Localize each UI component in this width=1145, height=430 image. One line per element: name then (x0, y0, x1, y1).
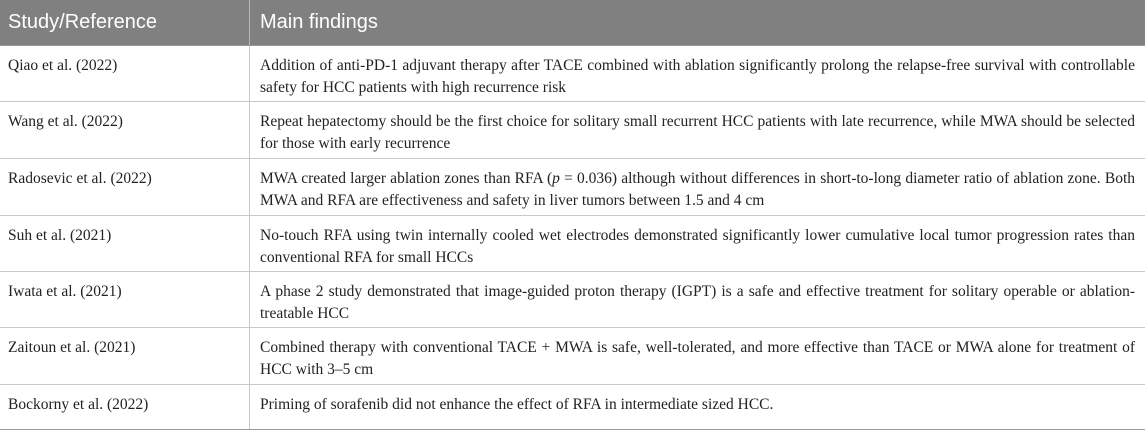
finding-cell: Combined therapy with conventional TACE + MWA is safe, well-tolerated, and more effective than TACE or MWA alone for treatment of HCC with 3–5 cm (260, 339, 1135, 378)
study-cell: Qiao et al. (2022) (0, 46, 250, 101)
finding-cell: A phase 2 study demonstrated that image-guided proton therapy (IGPT) is a safe and effective treatment for solitary operable or ablation-treatable HCC (260, 283, 1135, 322)
study-cell: Radosevic et al. (2022) (0, 159, 250, 215)
table-row (0, 46, 1145, 102)
finding-cell: Priming of sorafenib did not enhance the effect of RFA in intermediate sized HCC. (260, 396, 774, 413)
finding-cell: MWA created larger ablation zones than RFA (p = 0.036) although without differences in short-to-long diameter ratio of ablation zone. Both MWA and RFA are effectiveness and safety in liver tumors between 1.5 and 4 cm (260, 170, 1136, 209)
study-cell: Iwata et al. (2021) (0, 272, 250, 327)
table-row (0, 385, 1145, 430)
table-row (0, 272, 1145, 328)
study-cell: Zaitoun et al. (2021) (0, 328, 250, 384)
finding-cell: Repeat hepatectomy should be the first choice for solitary small recurrent HCC patients with late recurrence, while MWA should be selected for those with early recurrence (260, 113, 1135, 152)
finding-cell: Addition of anti-PD-1 adjuvant therapy after TACE combined with ablation significantly prolong the relapse-free survival with controllable safety for HCC patients with high recurrence risk (260, 57, 1135, 96)
finding-cell: No-touch RFA using twin internally cooled wet electrodes demonstrated significantly lower cumulative local tumor progression rates than conventional RFA for small HCCs (260, 227, 1135, 266)
table-row (0, 328, 1145, 385)
table-row (0, 159, 1145, 216)
p-value-symbol: p (552, 170, 560, 187)
study-cell: Wang et al. (2022) (0, 102, 250, 158)
table-row (0, 216, 1145, 272)
header-study-reference: Study/Reference (0, 0, 250, 45)
table-header (0, 0, 1145, 46)
header-main-findings: Main findings (260, 11, 378, 33)
study-cell: Suh et al. (2021) (0, 216, 250, 271)
study-cell: Bockorny et al. (2022) (0, 385, 250, 429)
table-row (0, 102, 1145, 159)
